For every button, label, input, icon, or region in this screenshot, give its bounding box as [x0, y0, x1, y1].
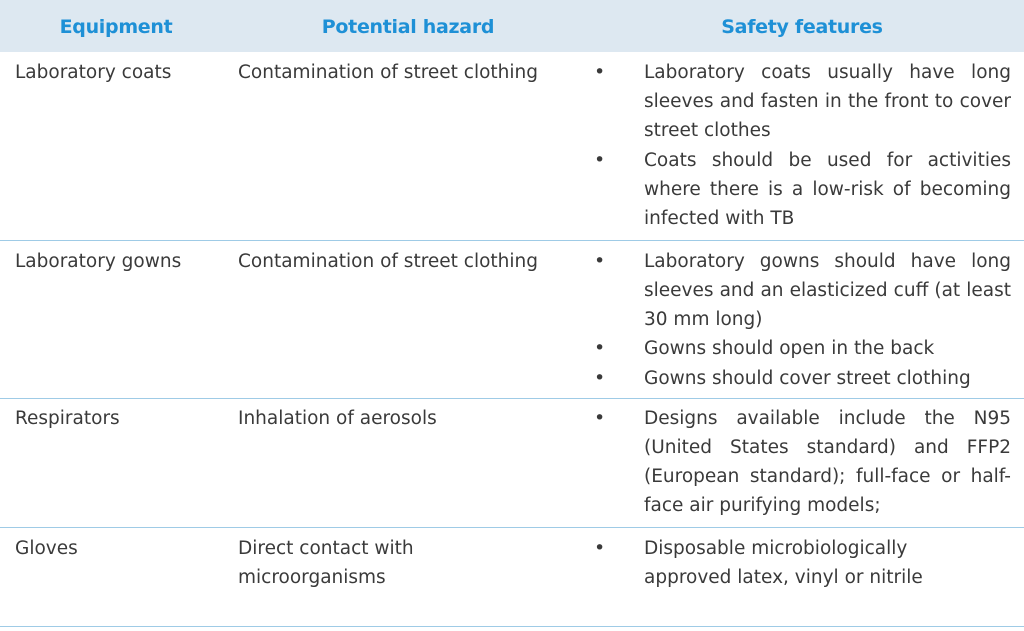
bullet: • — [594, 367, 606, 389]
bullet: • — [594, 61, 606, 83]
bullet: • — [594, 149, 606, 171]
equipment-cell: Respirators — [15, 408, 120, 429]
table-header — [0, 0, 1024, 52]
bullet: • — [594, 250, 606, 272]
equipment-cell: Laboratory coats — [15, 62, 172, 83]
safety-feature: Gowns should open in the back — [644, 338, 935, 359]
hazard-cell: Direct contact with microorganisms — [238, 538, 414, 588]
column-header-equipment: Equipment — [59, 16, 173, 38]
equipment-cell: Laboratory gowns — [15, 251, 182, 272]
bullet: • — [594, 337, 606, 359]
column-header-hazard: Potential hazard — [321, 16, 495, 38]
row-divider — [0, 626, 1024, 627]
safety-feature: Designs available include the N95 (United States standard) and FFP2 (European standard); full-face or half-face air purifying models; — [644, 408, 1011, 516]
equipment-cell: Gloves — [15, 538, 78, 559]
row-divider — [0, 527, 1024, 528]
safety-feature: Laboratory coats usually have long sleeves and fasten in the front to cover street clothes — [644, 62, 1011, 141]
safety-feature: Coats should be used for activities where there is a low-risk of becoming infected with TB — [644, 150, 1011, 229]
hazard-cell: Contamination of street clothing — [238, 251, 539, 272]
bullet: • — [594, 407, 606, 429]
hazard-cell: Inhalation of aerosols — [238, 408, 437, 429]
row-divider — [0, 240, 1024, 241]
bullet: • — [594, 537, 606, 559]
column-header-safety: Safety features — [721, 16, 883, 38]
safety-feature: Gowns should cover street clothing — [644, 368, 971, 389]
safety-feature: Disposable microbiologically approved latex, vinyl or nitrile — [644, 538, 923, 588]
hazard-cell: Contamination of street clothing — [238, 62, 539, 83]
row-divider — [0, 398, 1024, 399]
safety-feature: Laboratory gowns should have long sleeves and an elasticized cuff (at least 30 mm long) — [644, 251, 1011, 330]
